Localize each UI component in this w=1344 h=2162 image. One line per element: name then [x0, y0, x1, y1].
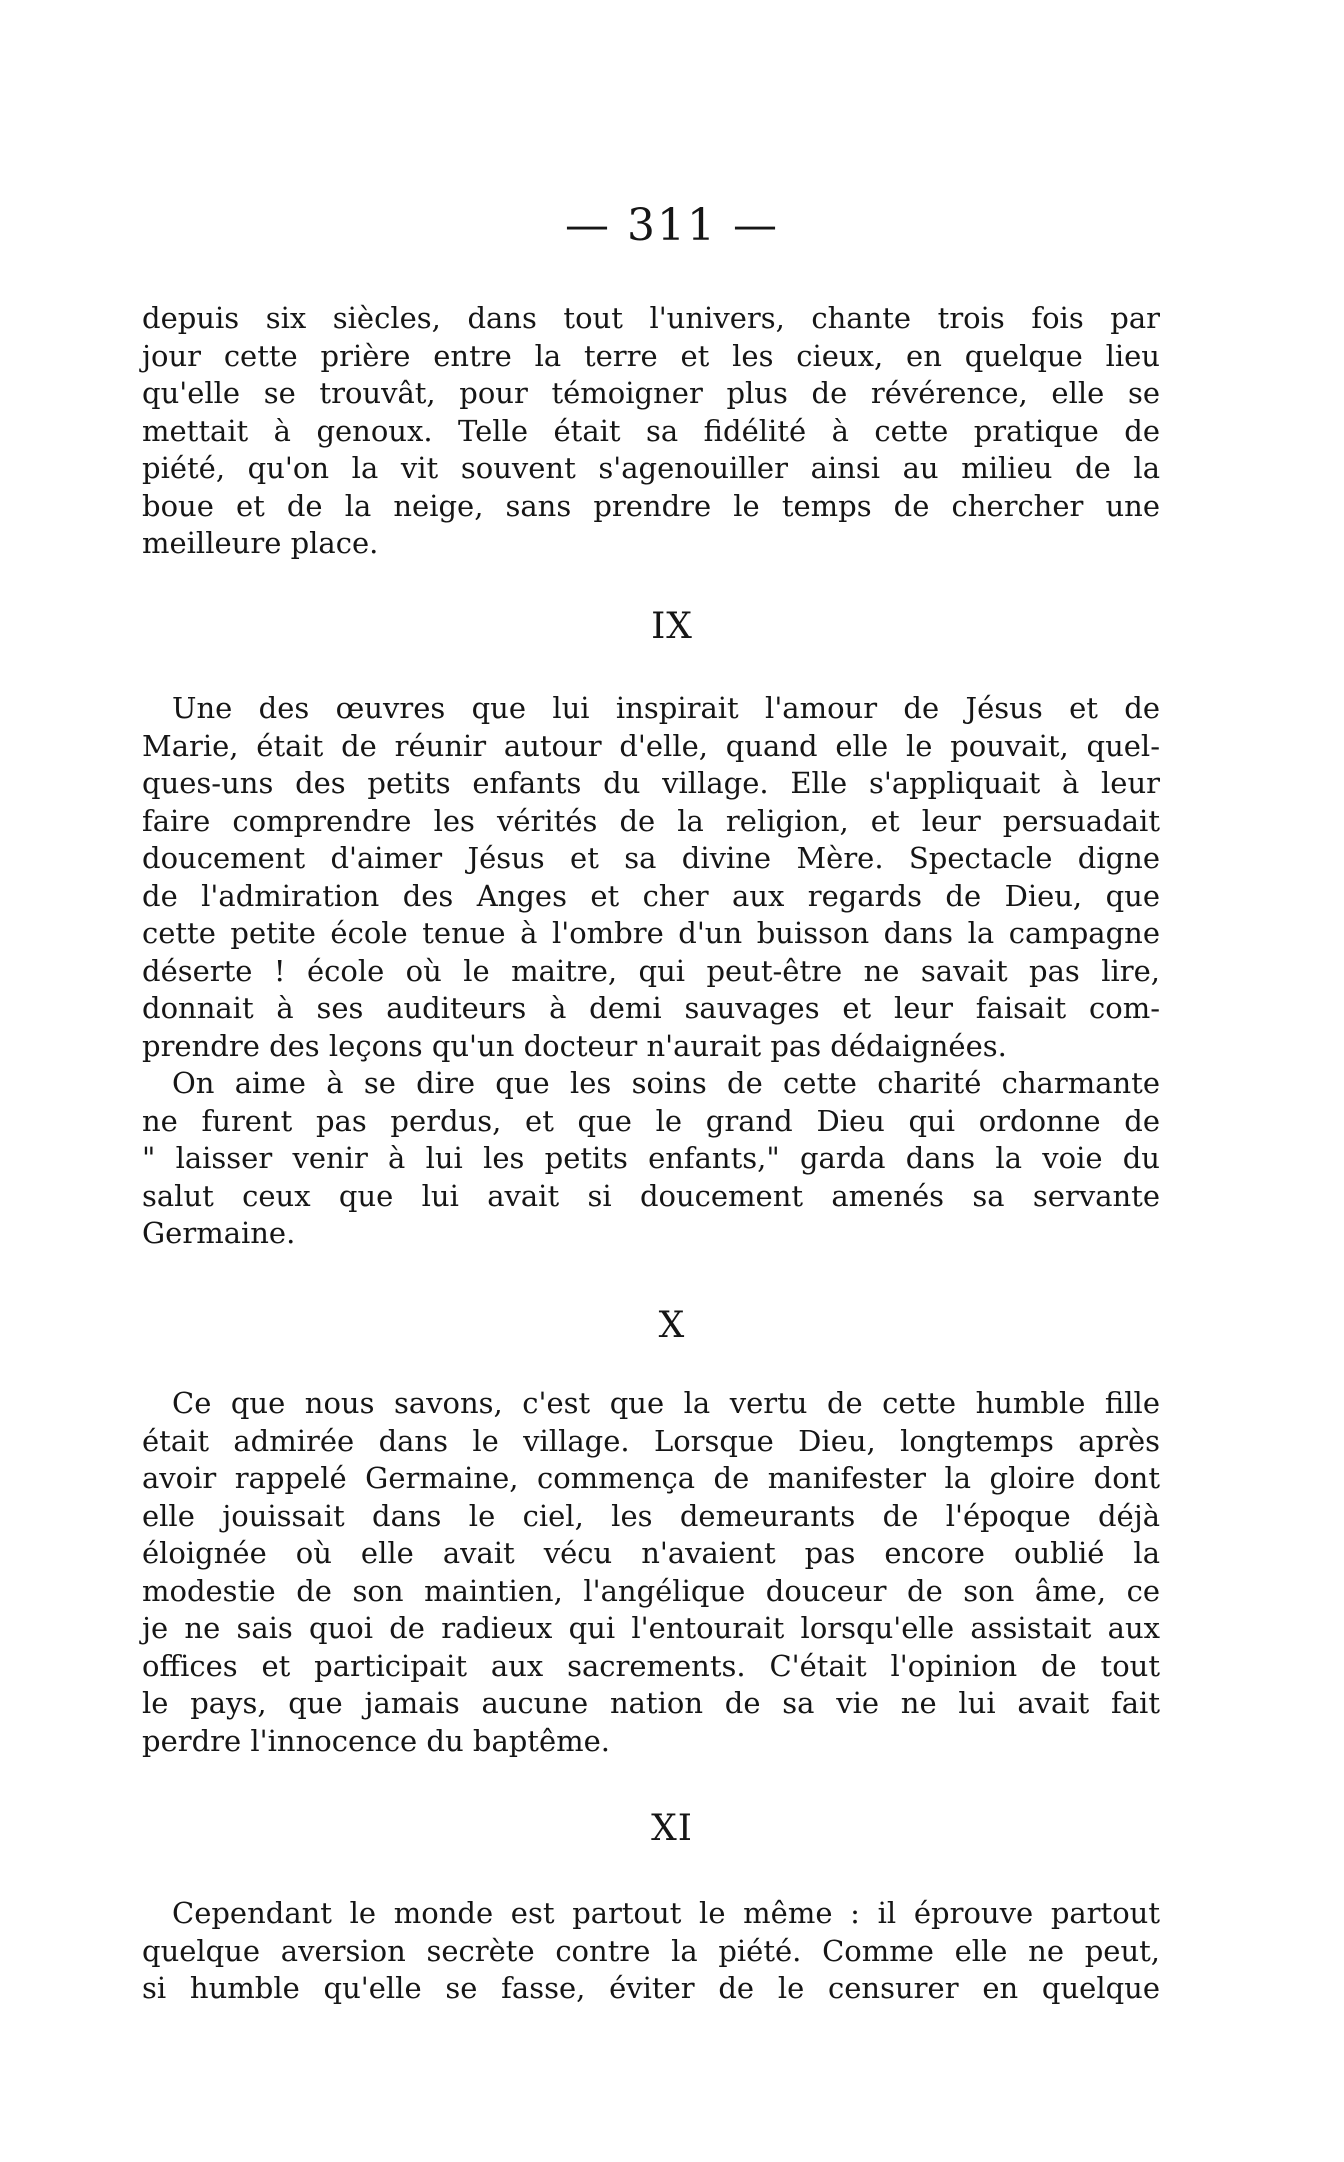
- text-line: depuis six siècles, dans tout l'univers, chante trois fois par: [142, 301, 1160, 335]
- text-line: " laisser venir à lui les petits enfants," garda dans la voie du: [142, 1141, 1160, 1175]
- section-heading-x: X: [658, 1305, 686, 1346]
- text-line: modestie de son maintien, l'angélique douceur de son âme, ce: [142, 1573, 1160, 1608]
- text-line: prendre des leçons qu'un docteur n'aurait pas dédaignées.: [142, 1028, 1007, 1063]
- text-line: donnait à ses auditeurs à demi sauvages et leur faisait com-: [142, 991, 1160, 1025]
- text-line: perdre l'innocence du baptême.: [142, 1723, 611, 1758]
- text-line: je ne sais quoi de radieux qui l'entourait lorsqu'elle assistait aux: [142, 1611, 1160, 1645]
- intro-paragraph: [142, 300, 1160, 563]
- text-line: qu'elle se trouvât, pour témoigner plus de révérence, elle se: [142, 376, 1160, 410]
- text-line: cette petite école tenue à l'ombre d'un buisson dans la campagne: [142, 916, 1160, 950]
- text-line: elle jouissait dans le ciel, les demeurants de l'époque déjà: [142, 1498, 1160, 1533]
- text-line: meilleure place.: [142, 526, 379, 560]
- section-heading-xi: XI: [651, 1808, 693, 1849]
- section-ix-body: [142, 690, 1160, 1253]
- text-line: Une des œuvres que lui inspirait l'amour de Jésus et de: [172, 691, 1160, 725]
- text-line: Cependant le monde est partout le même : il éprouve partout: [172, 1896, 1160, 1930]
- text-line: Ce que nous savons, c'est que la vertu de cette humble fille: [172, 1386, 1160, 1420]
- text-line: ques-uns des petits enfants du village. Elle s'appliquait à leur: [142, 766, 1160, 800]
- text-line: piété, qu'on la vit souvent s'agenouiller ainsi au milieu de la: [142, 451, 1160, 485]
- text-line: de l'admiration des Anges et cher aux regards de Dieu, que: [142, 878, 1160, 913]
- text-line: déserte ! école où le maitre, qui peut-être ne savait pas lire,: [142, 953, 1160, 988]
- text-line: boue et de la neige, sans prendre le temps de chercher une: [142, 488, 1160, 523]
- text-line: Marie, était de réunir autour d'elle, quand elle le pouvait, quel-: [142, 728, 1160, 763]
- section-x-body: [142, 1385, 1160, 1760]
- text-line: avoir rappelé Germaine, commença de manifester la gloire dont: [142, 1461, 1160, 1495]
- text-line: ne furent pas perdus, et que le grand Dieu qui ordonne de: [142, 1103, 1160, 1138]
- text-line: si humble qu'elle se fasse, éviter de le censurer en quelque: [142, 1971, 1160, 2005]
- text-line: était admirée dans le village. Lorsque Dieu, longtemps après: [142, 1423, 1160, 1458]
- section-heading-ix: IX: [651, 606, 693, 647]
- text-line: quelque aversion secrète contre la piété. Comme elle ne peut,: [142, 1933, 1160, 1968]
- text-line: faire comprendre les vérités de la religion, et leur persuadait: [142, 803, 1160, 838]
- text-line: offices et participait aux sacrements. C'était l'opinion de tout: [142, 1648, 1160, 1683]
- section-xi-body: [142, 1895, 1160, 2008]
- text-line: mettait à genoux. Telle était sa fidélité à cette pratique de: [142, 413, 1160, 448]
- text-line: jour cette prière entre la terre et les cieux, en quelque lieu: [142, 338, 1160, 373]
- text-line: le pays, que jamais aucune nation de sa vie ne lui avait fait: [142, 1686, 1160, 1720]
- text-line: salut ceux que lui avait si doucement amenés sa servante: [142, 1178, 1160, 1213]
- text-line: On aime à se dire que les soins de cette charité charmante: [172, 1066, 1160, 1100]
- text-line: éloignée où elle avait vécu n'avaient pas encore oublié la: [142, 1536, 1160, 1570]
- text-line: doucement d'aimer Jésus et sa divine Mère. Spectacle digne: [142, 841, 1160, 875]
- text-line: Germaine.: [142, 1216, 296, 1250]
- page-number: — 311 —: [565, 200, 779, 251]
